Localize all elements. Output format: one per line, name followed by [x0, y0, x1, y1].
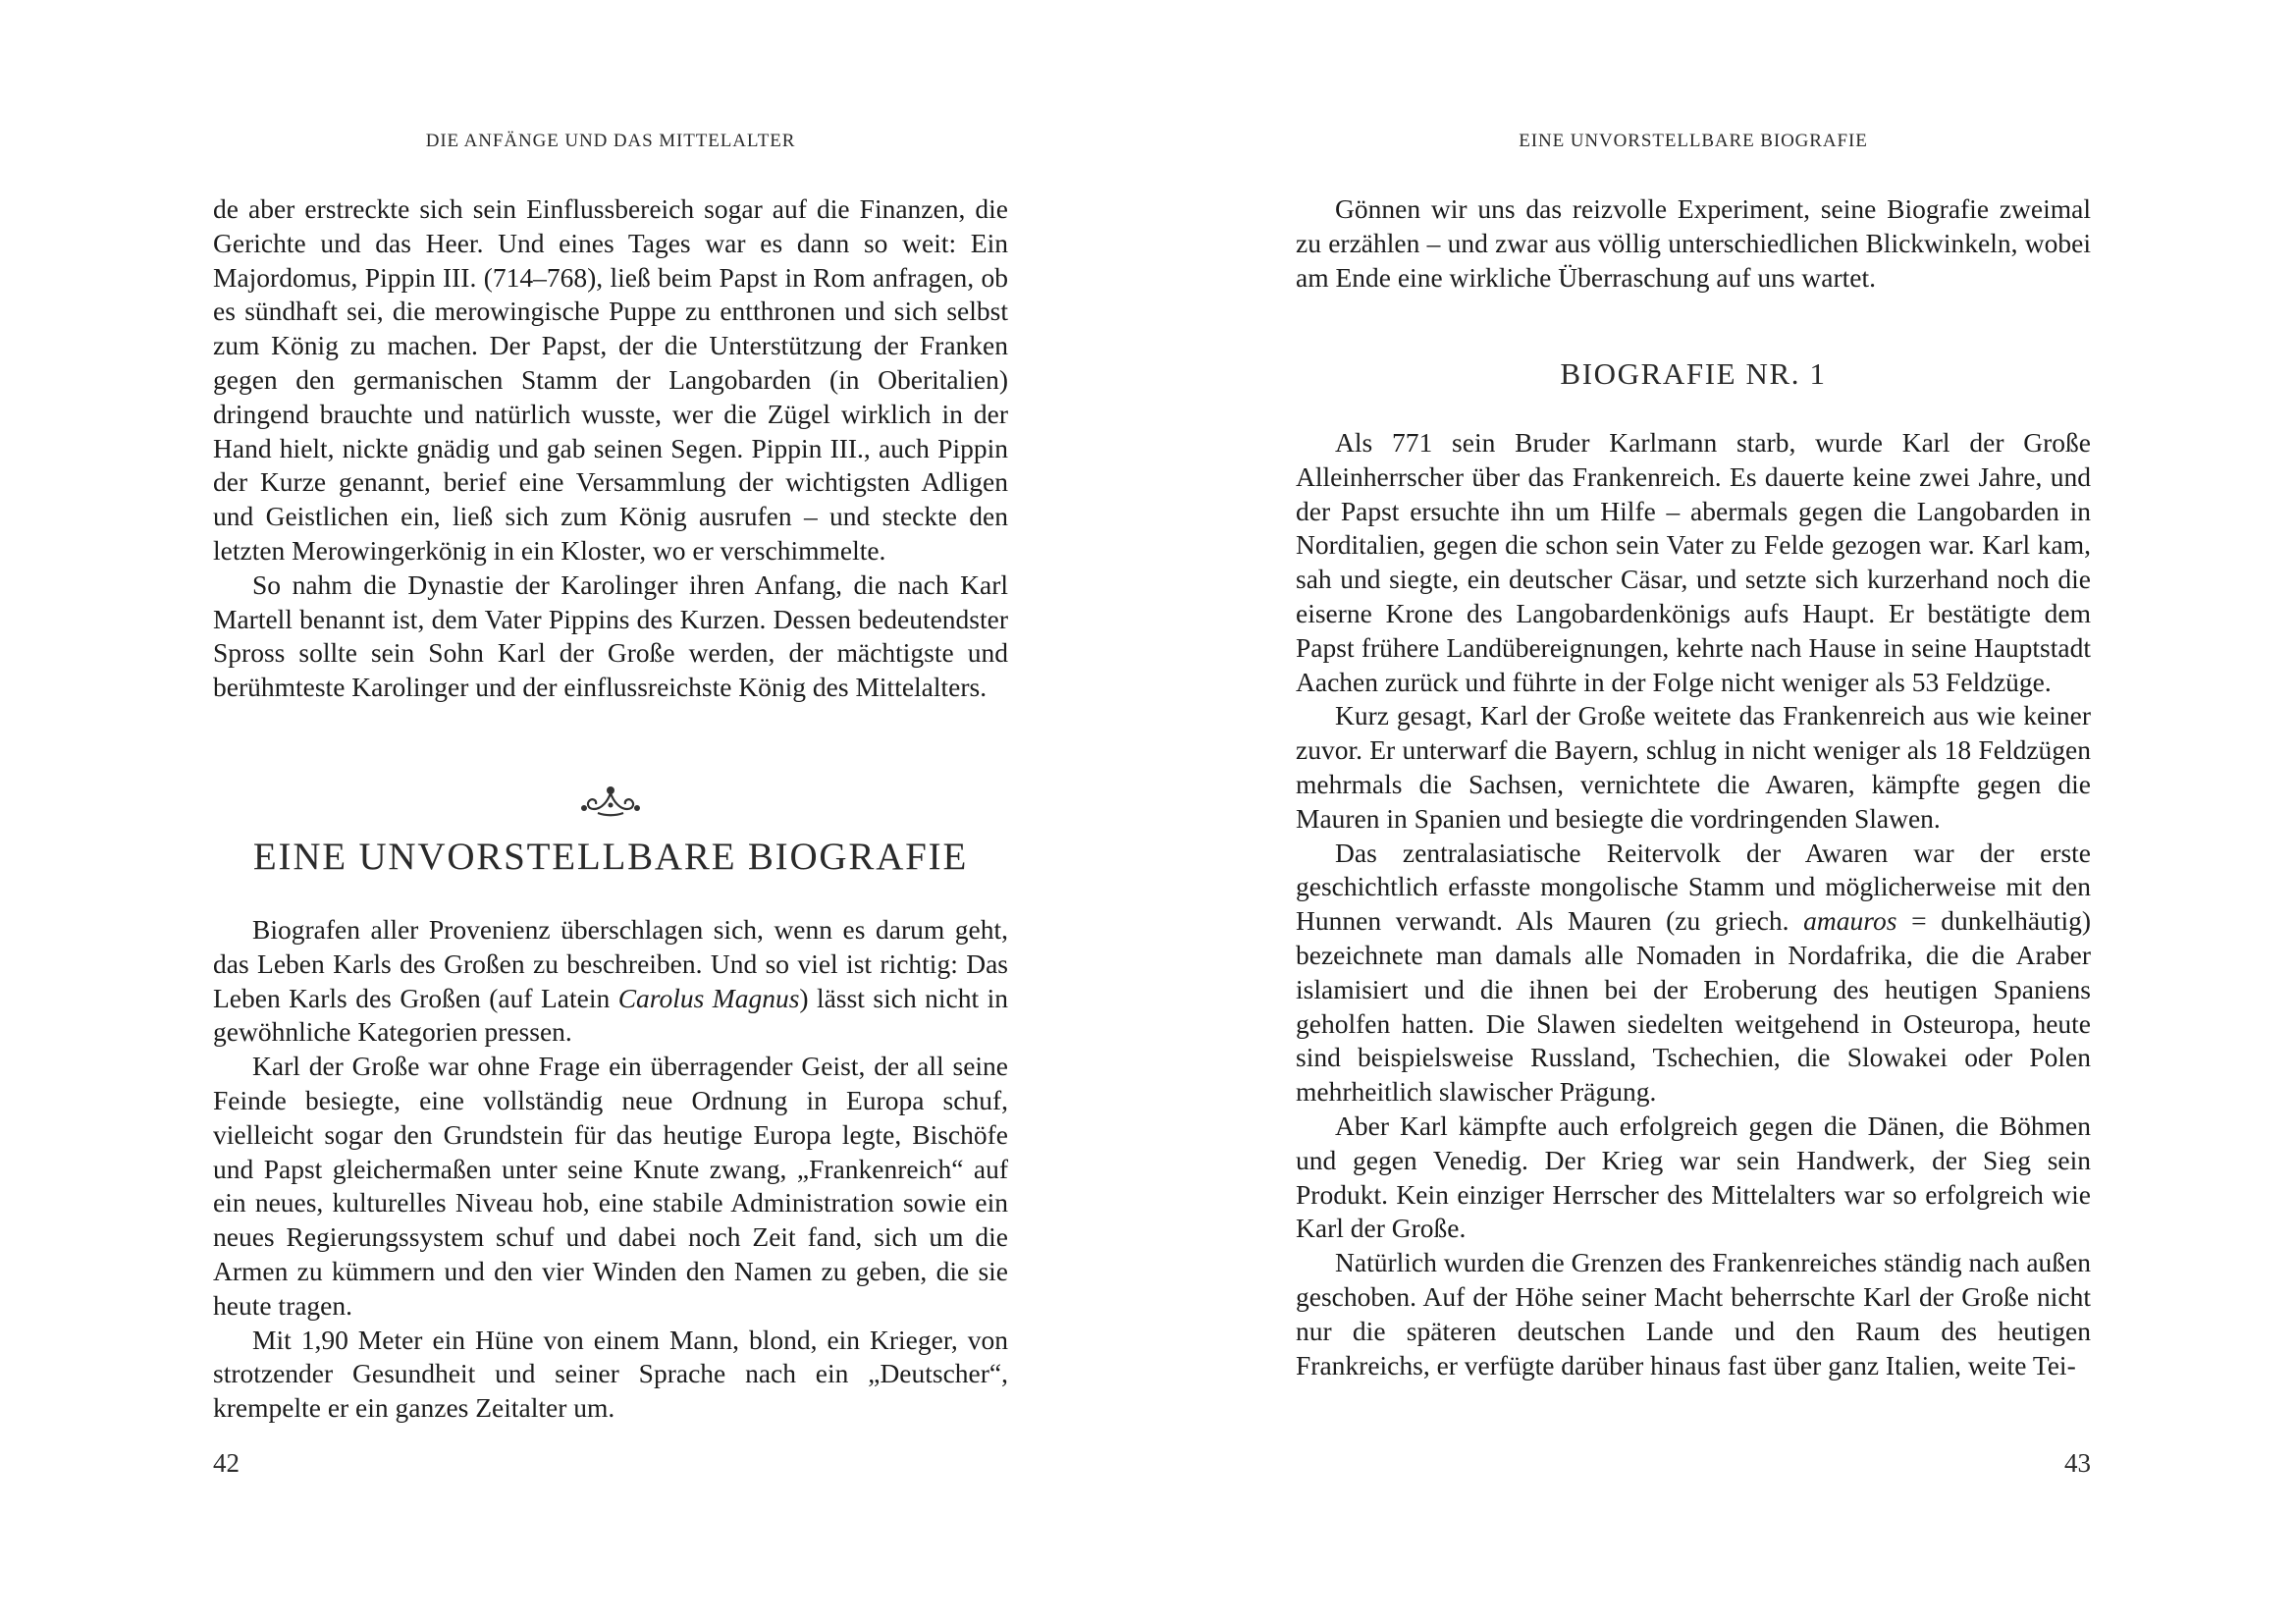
running-head-left: DIE ANFÄNGE UND DAS MITTELALTER [425, 131, 796, 151]
paragraph: Als 771 sein Bruder Karlmann starb, wurde Karl der Große Alleinherrscher über das Frankenreich. Es dauerte keine zwei Jahre, und der Papst ersuchte ihn um Hilfe – abermals gegen die Langobarden in Norditalien, gegen die schon sein Vater zu Felde gezogen war. Karl kam, sah und siegte, ein deutscher Cäsar, und setzte sich kurzerhand noch die eiserne Krone des Langobardenkönigs aufs Haupt. Er bestätigte dem Papst frühere Landübereignungen, kehrte nach Hause in seine Hauptstadt Aachen zurück und führte in der Folge nicht weniger als 53 Feldzüge. [1296, 427, 2091, 697]
paragraph: Kurz gesagt, Karl der Große weitete das Frankenreich aus wie keiner zuvor. Er unterwarf die Bayern, schlug in nicht weniger als 18 Feldzügen mehrmals die Sachsen, vernichtete die Awaren, kämpfte gegen die Mauren in Spanien und besiegte die vordringenden Slawen. [1296, 700, 2091, 834]
subsection-title: BIOGRAFIE NR. 1 [1560, 356, 1827, 391]
section-title: EINE UNVORSTELLBARE BIOGRAFIE [252, 836, 969, 878]
floral-ornament-icon [213, 784, 1008, 821]
left-text-top [213, 192, 1008, 705]
left-page [213, 0, 1008, 1624]
italic-term: amauros [1803, 905, 1897, 937]
paragraph: So nahm die Dynastie der Karolinger ihren Anfang, die nach Karl Martell benannt ist, dem Vater Pippins des Kurzen. Dessen bedeutendster Spross sollte sein Sohn Karl der Große werden, der mächtigste und berühmteste Karolinger und der einflussreichste König des Mittelalters. [213, 568, 1008, 703]
paragraph: Natürlich wurden die Grenzen des Frankenreiches ständig nach außen geschoben. Auf der Höhe seiner Macht beherrschte Karl der Große nicht nur die späteren deutschen Lande und den Raum des heutigen Frankreichs, er verfügte darüber hinaus fast über ganz Italien, weite Tei- [1296, 1247, 2091, 1380]
page-number-right: 43 [2064, 1448, 2091, 1478]
left-text-bottom [213, 913, 1008, 1426]
paragraph: Gönnen wir uns das reizvolle Experiment, seine Biografie zweimal zu erzählen – und zwar aus völlig unterschiedlichen Blickwinkeln, wobei am Ende eine wirkliche Überraschung auf uns wartet. [1296, 193, 2091, 293]
running-head-right: EINE UNVORSTELLBARE BIOGRAFIE [1519, 131, 1868, 151]
paragraph: Biografen aller Provenienz überschlagen sich, wenn es darum geht, das Leben Karls des Großen zu beschreiben. Und so viel ist richtig: Das Leben Karls des Großen (auf Latein Carolus Magnus) lässt sich nicht in gewöhnliche Kategorien pressen. [213, 914, 1009, 1048]
right-page [1296, 0, 2091, 1624]
paragraph: Mit 1,90 Meter ein Hüne von einem Mann, blond, ein Krieger, von strotzender Gesundheit und seiner Sprache nach ein „Deutscher“, krempelte er ein ganzes Zeitalter um. [213, 1324, 1008, 1424]
paragraph: Aber Karl kämpfte auch erfolgreich gegen die Dänen, die Böhmen und gegen Venedig. Der Krieg war sein Handwerk, der Sieg sein Produkt. Kein einziger Herrscher des Mittelalters war so erfolgreich wie Karl der Große. [1296, 1110, 2091, 1244]
page-number-left: 42 [213, 1448, 240, 1478]
right-text-bottom [1296, 426, 2091, 1382]
paragraph: Karl der Große war ohne Frage ein überragender Geist, der all seine Feinde besiegte, eine vollständig neue Ordnung in Europa schuf, vielleicht sogar den Grundstein für das heutige Europa legte, Bischöfe und Papst gleichermaßen unter seine Knute zwang, „Frankenreich“ auf ein neues, kulturelles Niveau hob, eine stabile Administration sowie ein neues Regierungssystem schuf und dabei noch Zeit fand, sich um die Armen zu kümmern und den vier Winden den Namen zu geben, die sie heute tragen. [213, 1051, 1008, 1321]
paragraph: de aber erstreckte sich sein Einflussbereich sogar auf die Finanzen, die Gerichte und das Heer. Und eines Tages war es dann so weit: Ein Majordomus, Pippin III. (714–768), ließ beim Papst in Rom anfragen, ob es sündhaft sei, die merowingische Puppe zu entthronen und sich selbst zum König zu machen. Der Papst, der die Unterstützung der Franken gegen den germanischen Stamm der Langobarden (in Oberitalien) dringend brauchte und natürlich wusste, wer die Zügel wirklich in der Hand hielt, nickte gnädig und gab seinen Segen. Pippin III., auch Pippin der Kurze genannt, berief eine Versammlung der wichtigsten Adligen und Geistlichen ein, ließ sich zum König ausrufen – und steckte den letzten Merowingerkönig in ein Kloster, wo er verschimmelte. [213, 193, 1008, 566]
italic-term: Carolus Magnus [617, 982, 800, 1013]
paragraph: Das zentralasiatische Reitervolk der Awaren war der erste geschichtlich erfasste mongolische Stamm und möglicherweise mit den Hunnen verwandt. Als Mauren (zu griech. amauros = dunkelhäutig) bezeichnete man damals alle Nomaden in Nordafrika, die die Araber islamisiert und die ihnen bei der Eroberung des heutigen Spaniens geholfen hatten. Die Slawen siedelten weitgehend in Osteuropa, heute sind beispielsweise Russland, Tschechien, die Slowakei oder Polen mehrheitlich slawischer Prägung. [1296, 837, 2092, 1108]
right-text-top [1296, 192, 2091, 295]
